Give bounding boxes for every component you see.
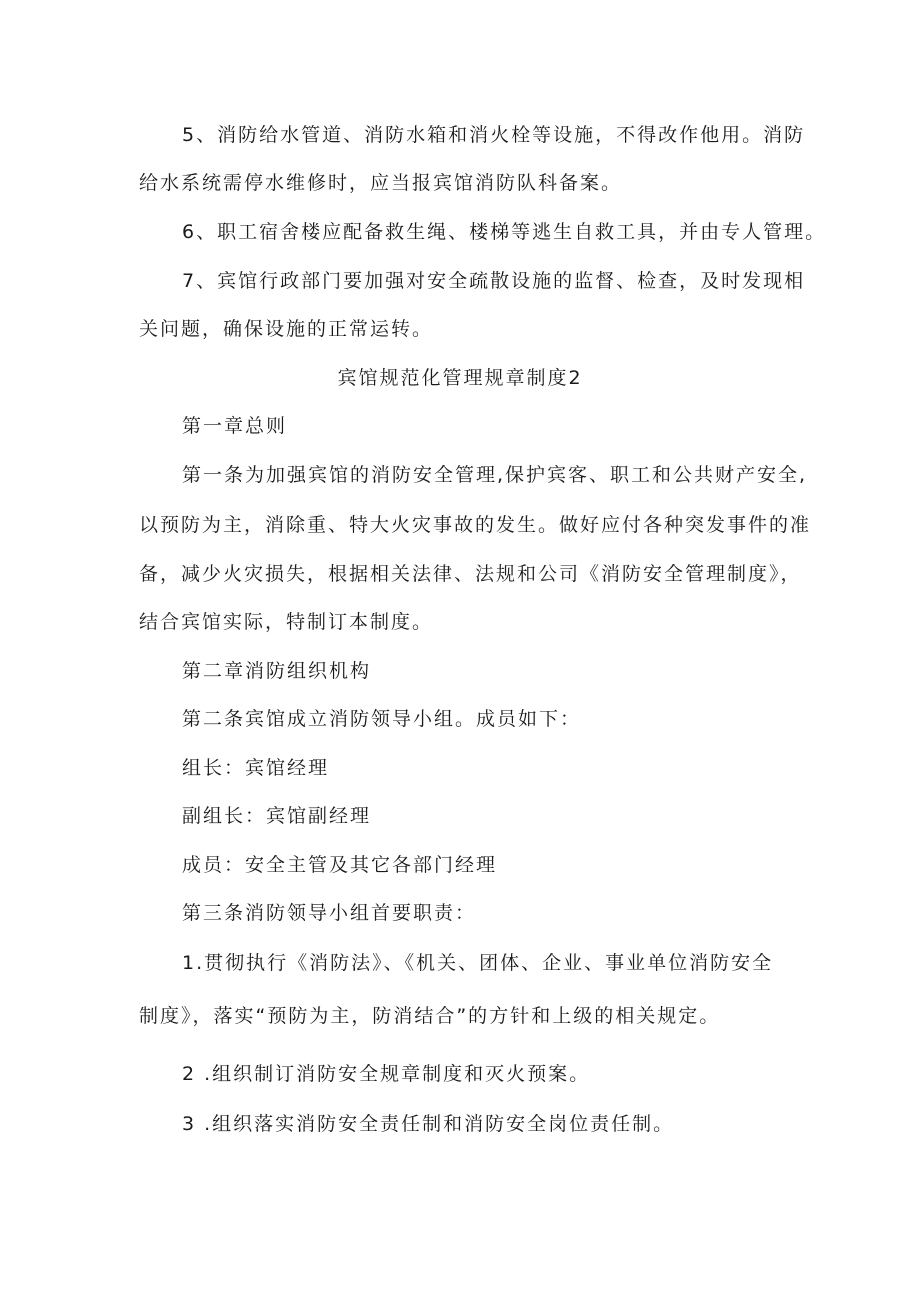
chapter-heading-1: 第一章总则 <box>182 415 288 437</box>
duty-1-line-b: 制度》，落实“预防为主，防消结合”的方针和上级的相关规定。 <box>139 1005 721 1027</box>
member-leader: 组长：宾馆经理 <box>182 757 330 779</box>
article-1-line-a: 第一条为加强宾馆的消防安全管理,保护宾客、职工和公共财产安全, <box>182 464 808 486</box>
paragraph-line-item5-b: 给水系统需停水维修时，应当报宾馆消防队科备案。 <box>139 172 623 194</box>
duty-3-line: 3 .组织落实消防安全责任制和消防安全岗位责任制。 <box>182 1113 675 1135</box>
paragraph-line-item5-a: 5、消防给水管道、消防水箱和消火栓等设施，不得改作他用。消防 <box>182 124 806 146</box>
article-3-line: 第三条消防领导小组首要职责： <box>182 902 477 924</box>
paragraph-line-item6: 6、职工宿舍楼应配备救生绳、楼梯等逃生自救工具，并由专人管理。 <box>182 221 827 243</box>
article-1-line-b: 以预防为主，消除重、特大火灾事故的发生。做好应付各种突发事件的准 <box>139 514 812 536</box>
paragraph-line-item7-b: 关问题，确保设施的正常运转。 <box>139 318 434 340</box>
paragraph-line-item7-a: 7、宾馆行政部门要加强对安全疏散设施的监督、检查，及时发现相 <box>182 270 806 292</box>
article-2-line: 第二条宾馆成立消防领导小组。成员如下： <box>182 708 582 730</box>
article-1-line-d: 结合宾馆实际，特制订本制度。 <box>139 611 434 633</box>
chapter-heading-2: 第二章消防组织机构 <box>182 660 372 682</box>
duty-2-line: 2 .组织制订消防安全规章制度和灭火预案。 <box>182 1063 591 1085</box>
section-title: 宾馆规范化管理规章制度2 <box>337 367 583 389</box>
member-members: 成员：安全主管及其它各部门经理 <box>182 854 498 876</box>
member-deputy-leader: 副组长：宾馆副经理 <box>182 805 372 827</box>
article-1-line-c: 备，减少火灾损失，根据相关法律、法规和公司《消防安全管理制度》， <box>139 563 802 585</box>
duty-1-line-a: 1.贯彻执行《消防法》、《机关、团体、企业、事业单位消防安全 <box>182 952 774 974</box>
